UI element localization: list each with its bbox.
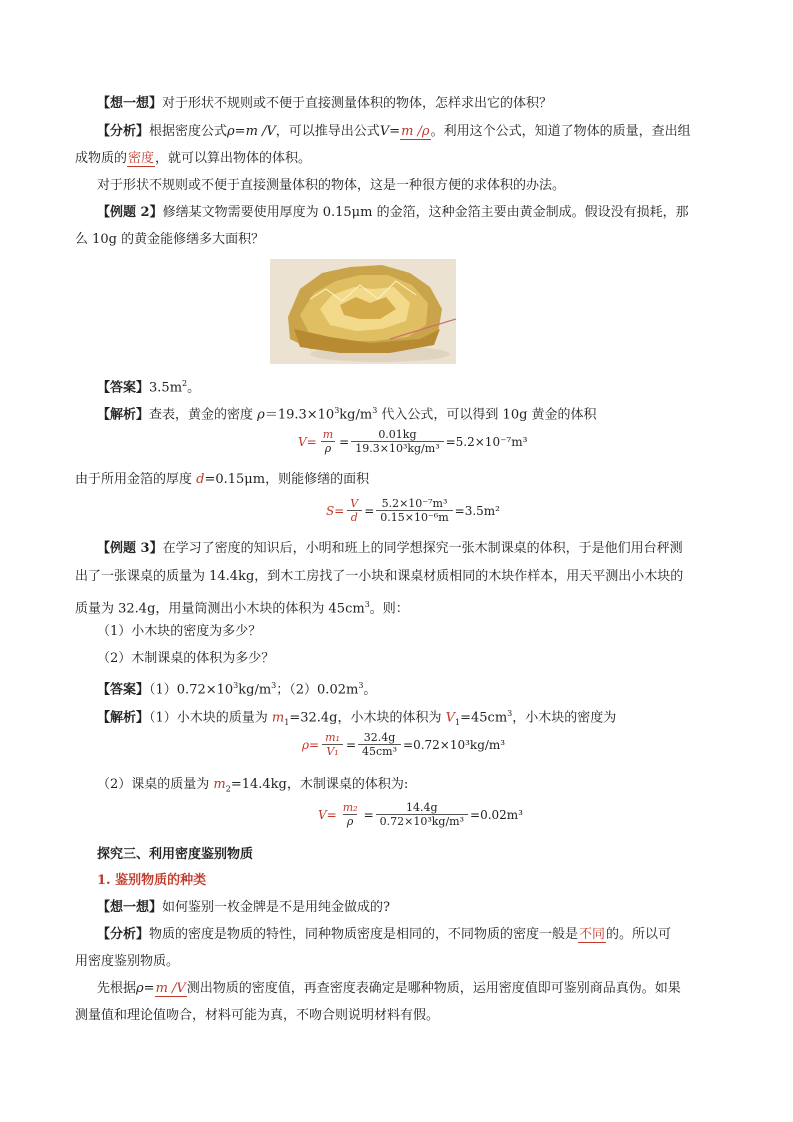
a: （1）0.72×10 (149, 682, 234, 698)
text-a: 质量为 32.4g，用量筒测出小木块的体积为 45cm (75, 601, 365, 617)
example-3-solution (97, 705, 616, 732)
num: m (322, 428, 334, 441)
note-line: 对于形状不规则或不便于直接测量体积的物体，这是一种很方便的求体积的办法。 (97, 178, 566, 193)
result: =3.5m² (454, 503, 500, 518)
fraction-numeric (351, 428, 443, 455)
section-heading: 探究三、利用密度鉴别物质 (97, 847, 254, 862)
text: 如何鉴别一枚金牌是不是用纯金做成的? (162, 900, 390, 915)
den: 0.15×10⁻⁶m (376, 510, 452, 524)
rho: ρ (257, 407, 265, 423)
analysis-2-line-2: 用密度鉴别物质。 (75, 954, 180, 969)
formula-lhs: ρ= (136, 981, 155, 996)
value: 3.5m (149, 380, 183, 396)
fraction-symbolic (346, 497, 362, 524)
question-2: （2）木制课桌的体积为多少？ (97, 651, 275, 666)
fraction-numeric (376, 497, 452, 524)
a: 先根据 (97, 981, 137, 996)
equation-density: ρ= $\frac{\text{m₁}}{\text{V₁}}$ = $\frac{32.4g}{\text{45cm³}}$ =0.72×10³kg/m³ (302, 731, 506, 758)
example-3-line-3 (75, 596, 409, 618)
example-2-answer (97, 375, 200, 397)
blank-density: 密度 (128, 151, 155, 166)
den: 45cm³ (358, 744, 401, 758)
var-d: d (196, 472, 205, 487)
v: V (445, 710, 456, 726)
sup: 3 (233, 681, 239, 690)
num: m₁ (325, 731, 340, 744)
think-question-2 (97, 899, 390, 917)
lhs: ρ= (302, 737, 320, 752)
sup: 2 (182, 379, 188, 388)
text-b: ，可以推导出公式 (275, 124, 380, 139)
den: 19.3×10³kg/m³ (351, 441, 443, 455)
tag: 【例题 2】 (97, 205, 163, 220)
sub: 2 (225, 784, 231, 794)
method-line-1 (97, 980, 681, 998)
sub1: 1 (284, 717, 290, 727)
end: 。 (187, 380, 201, 396)
b: =32.4g，小木块的体积为 (289, 710, 446, 726)
equation-area: S= $\frac{V}{d}$ = $\frac{\text{5.2×10⁻⁷m³}}{\text{0.15×10⁻⁶m}}$ =3.5m² (326, 497, 500, 524)
num: 14.4g (406, 801, 438, 814)
text-c: 。利用这个公式，知道了物体的质量，查出组 (430, 124, 691, 139)
lhs: S= (326, 503, 345, 518)
gold-foil-image (270, 259, 456, 364)
d: 。 (363, 682, 377, 698)
b: 的。所以可 (606, 927, 672, 942)
sup2: 3 (372, 406, 378, 415)
text: 对于形状不规则或不便于直接测量体积的物体，怎样求出它的体积？ (162, 96, 553, 111)
tag: 【分析】 (97, 927, 150, 942)
example-3-line-2: 出了一张课桌的质量为 14.4kg，到木工房找了一小块和课桌材质相同的木块作样本，用天平测出小木块的 (75, 569, 684, 584)
formula-volume-lhs: V= (379, 124, 401, 139)
tag: 【想一想】 (97, 96, 163, 111)
example-2-line-1 (97, 204, 689, 222)
text-a: 由于所用金箔的厚度 (75, 472, 197, 487)
den: ρ (321, 441, 335, 455)
fraction-symbolic (321, 731, 344, 758)
thickness-line (75, 471, 369, 489)
c: =45cm (460, 710, 508, 726)
den: V₁ (322, 744, 342, 758)
analysis-line-2 (75, 150, 311, 168)
analysis-2-line-1 (97, 926, 671, 944)
blank-different: 不同 (579, 927, 606, 942)
sup: 3 (507, 709, 513, 718)
subsection-heading: 1. 鉴别物质的种类 (97, 873, 207, 888)
b: kg/m (238, 682, 272, 698)
m: m (271, 710, 285, 726)
result: =0.02m³ (470, 807, 523, 822)
c: ；（2）0.02m (276, 682, 359, 698)
text-b: ＝19.3×10 (264, 407, 335, 423)
example-2-solution (97, 402, 597, 424)
formula-volume-rhs: m /ρ (401, 124, 430, 139)
b: =14.4kg，木制课桌的体积为: (230, 777, 409, 792)
fraction-numeric (358, 731, 401, 758)
a: （2）课桌的质量为 (97, 777, 214, 792)
think-question-1 (97, 95, 552, 113)
m: m (213, 777, 226, 792)
text: 在学习了密度的知识后，小明和班上的同学想探究一张木制课桌的体积，于是他们用台秤测 (162, 541, 683, 556)
d: ，小木块的密度为 (512, 710, 617, 726)
sup: 3 (364, 600, 370, 609)
num: 5.2×10⁻⁷m³ (381, 497, 448, 510)
text-b: ，就可以算出物体的体积。 (155, 151, 312, 166)
sup: 3 (334, 406, 340, 415)
den: 0.72×10³kg/m³ (376, 814, 468, 828)
method-line-2: 测量值和理论值吻合，材料可能为真，不吻合则说明材料有假。 (75, 1008, 440, 1023)
desk-mass-line (97, 776, 408, 799)
b: 测出物质的密度值，再查密度表确定是哪种物质，运用密度值即可鉴别商品真伪。如果 (186, 981, 681, 996)
text-a: 成物质的 (75, 151, 128, 166)
a: 物质的密度是物质的特性，同种物质密度是相同的，不同物质的密度一般是 (149, 927, 579, 942)
text-a: 根据密度公式 (149, 124, 228, 139)
tag: 【答案】 (97, 380, 150, 396)
question-1: （1）小木块的密度为多少？ (97, 624, 262, 639)
tag: 【解析】 (97, 710, 150, 726)
num: 32.4g (363, 731, 396, 744)
a: （1）小木块的质量为 (149, 710, 272, 726)
num: V (350, 497, 359, 510)
num: m₂ (342, 801, 358, 814)
text-b: =0.15μm，则能修缮的面积 (204, 472, 370, 487)
text-a: 查表，黄金的密度 (149, 407, 258, 423)
tag: 【解析】 (97, 407, 150, 423)
result: =0.72×10³kg/m³ (403, 737, 506, 752)
example-2-line-2: 么 10g 的黄金能修缮多大面积？ (75, 232, 265, 247)
example-3-line-1 (97, 540, 683, 558)
example-3-answer (97, 677, 376, 699)
sup2: 3 (271, 681, 277, 690)
fraction-numeric (376, 801, 468, 828)
fraction-symbolic (339, 801, 362, 828)
tag: 【例题 3】 (97, 541, 163, 556)
equation-desk-volume: V= $\frac{\text{m₂}}{\rho}$ = $\frac{14.4g}{\text{0.72×10³kg/m³}}$ =0.02m³ (318, 801, 523, 828)
result: =5.2×10⁻⁷m³ (445, 434, 528, 449)
analysis-line-1 (97, 123, 691, 141)
formula-density: ρ=m /V (227, 124, 276, 139)
text-d: 代入公式，可以得到 10g 黄金的体积 (377, 407, 597, 423)
text-b: 。则： (369, 601, 409, 617)
lhs: V= (318, 807, 337, 822)
sup3: 3 (358, 681, 364, 690)
den: ρ (343, 814, 357, 828)
text: 修缮某文物需要使用厚度为 0.15μm 的金箔，这种金箔主要由黄金制成。假设没有损耗，那 (162, 205, 689, 220)
formula-rhs: m /V (155, 981, 186, 996)
sub2: 1 (455, 717, 461, 727)
lhs: V= (298, 434, 317, 449)
unit: kg/m (339, 407, 373, 423)
tag: 【答案】 (97, 682, 150, 698)
tag: 【想一想】 (97, 900, 163, 915)
tag: 【分析】 (97, 124, 150, 139)
num: 0.01kg (378, 428, 417, 441)
fraction-symbolic (319, 428, 337, 455)
equation-volume: V= $\frac{m}{\rho}$ = $\frac{0.01kg}{\text{19.3×10³kg/m³}}$ =5.2×10⁻⁷m³ (298, 428, 528, 455)
den: d (347, 510, 362, 524)
